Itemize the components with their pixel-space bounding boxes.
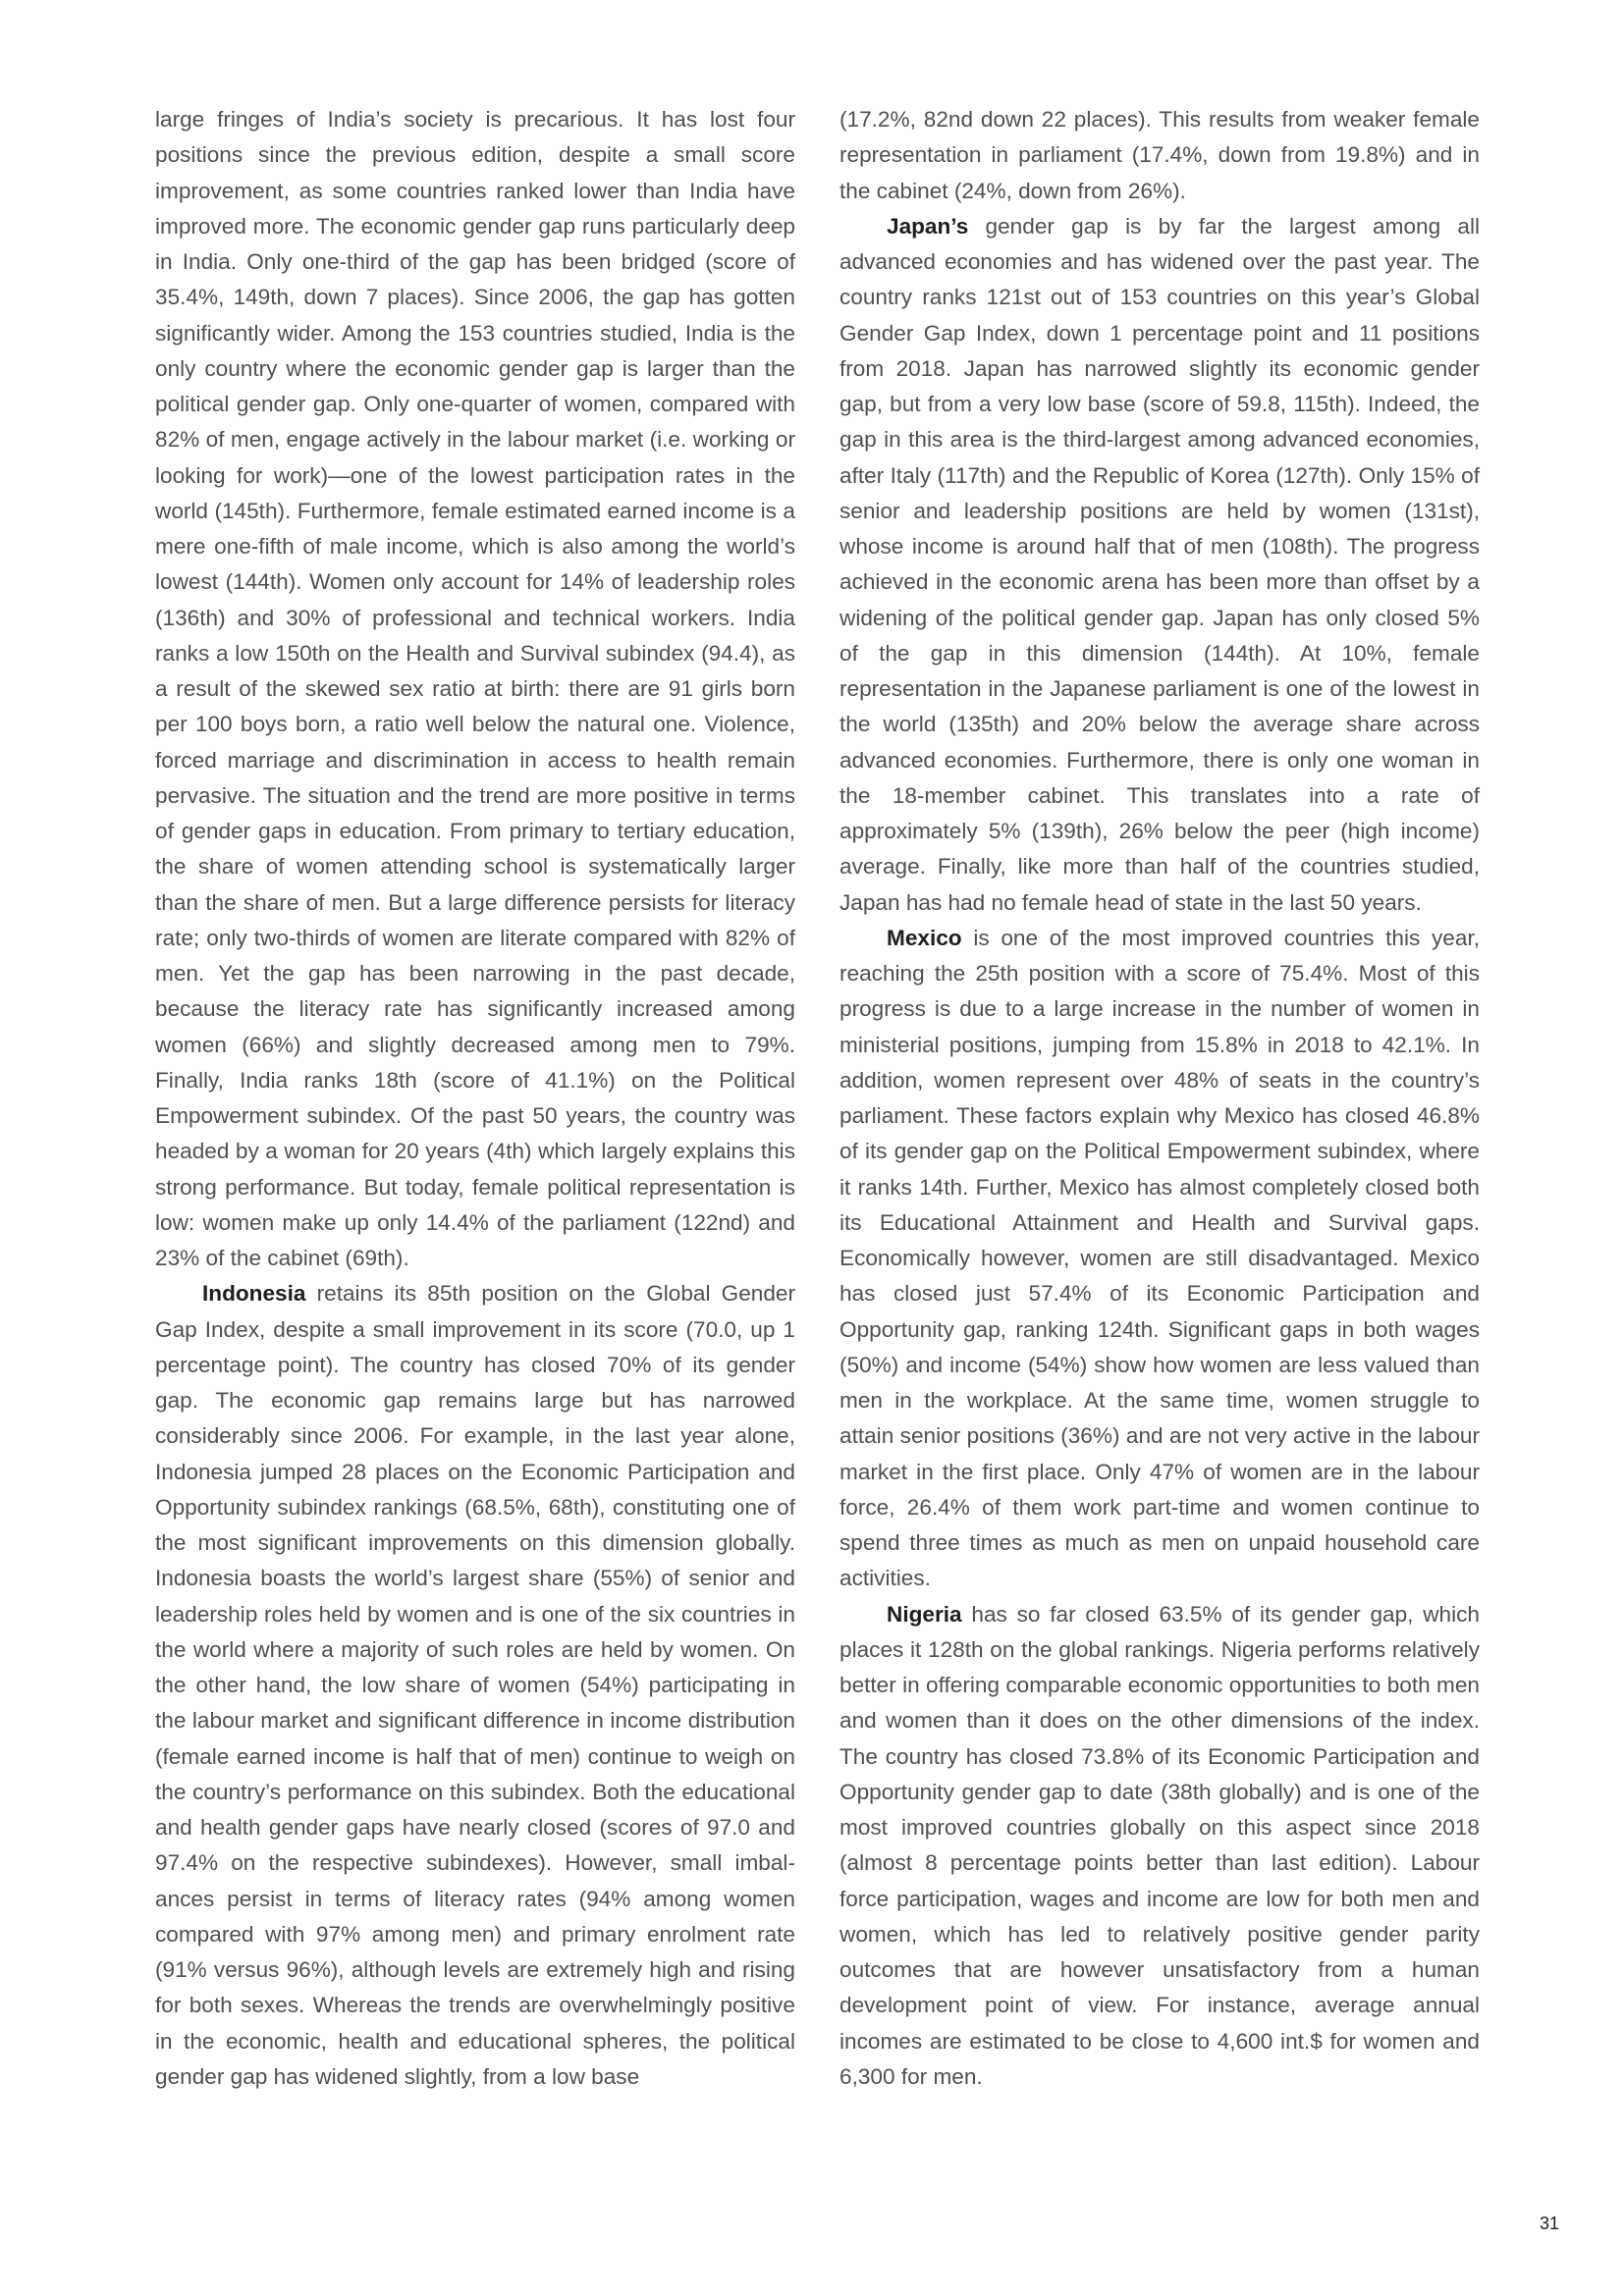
mexico-heading: Mexico <box>887 925 962 950</box>
mexico-paragraph <box>839 921 1480 1597</box>
nigeria-paragraph <box>839 1597 1480 2096</box>
indonesia-heading: Indonesia <box>202 1281 306 1307</box>
mexico-text: is one of the most improved countries this year, reaching the 25th position with a score of 75.4%. Most of this progress is due to a large increase in the number of women in ministerial positions, jumping from 15.8% in 2018 to 42.1%. In addition, women represent over 48% of seats in the country’s parliament. These factors explain why Mexico has closed 46.8% of its gender gap on the Political Empowerment subindex, where it ranks 14th. Further, Mexico has almost completely closed both its Educational Attainment and Health and Survival gaps. Economically however, women are still disadvantaged. Mexico has closed just 57.4% of its Economic Participation and Opportunity gap, ranking 124th. Significant gaps in both wages (50%) and income (54%) show how women are less valued than men in the workplace. At the same time, women struggle to attain senior positions (36%) and are not very active in the labour market in the first place. Only 47% of women are in the labour force, 26.4% of them work part-time and women continue to spend three times as much as men on unpaid household care activities. <box>839 925 1480 1591</box>
indonesia-continuation-text: (17.2%, 82nd down 22 places). This results from weaker female representation in parliament (17.4%, down from 19.8%) and in the cabinet (24%, down from 26%). <box>839 107 1480 203</box>
right-column <box>839 102 1480 2095</box>
japan-heading: Japan’s <box>887 213 969 239</box>
japan-text: gender gap is by far the largest among all advanced economies and has widened over the past year. The country ranks 121st out of 153 countries on this year’s Global Gender Gap Index, down 1 percentage point and 11 positions from 2018. Japan has narrowed slightly its economic gender gap, but from a very low base (score of 59.8, 115th). Indeed, the gap in this area is the third-largest among advanced economies, after Italy (117th) and the Republic of Korea (127th). Only 15% of senior and leadership positions are held by women (131st), whose income is around half that of men (108th). The progress achieved in the economic arena has been more than offset by a widening of the political gender gap. Japan has only closed 5% of the gap in this dimension (144th). At 10%, female representation in the Japanese parliament is one of the lowest in the world (135th) and 20% below the average share across advanced economies. Furthermore, there is only one woman in the 18-member cabinet. This translates into a rate of approximately 5% (139th), 26% below the peer (high income) average. Finally, like more than half of the countries studied, Japan has had no female head of state in the last 50 years. <box>839 213 1480 915</box>
japan-paragraph <box>839 209 1480 921</box>
india-paragraph <box>155 102 795 1276</box>
indonesia-paragraph <box>155 1276 795 2095</box>
indonesia-continuation-paragraph <box>839 102 1480 209</box>
left-column <box>155 102 795 2095</box>
indonesia-text: retains its 85th position on the Global Gender Gap Index, despite a small improvement in its score (70.0, up 1 percentage point). The country has closed 70% of its gender gap. The economic gap remains large but has narrowed considerably since 2006. For example, in the last year alone, Indonesia jumped 28 places on the Economic Participation and Opportunity subindex rankings (68.5%, 68th), constituting one of the most significant improvements on this dimension globally. Indonesia boasts the world’s largest share (55%) of senior and leadership roles held by women and is one of the six countries in the world where a majority of such roles are held by women. On the other hand, the low share of women (54%) participating in the labour market and significant difference in income distribution (female earned income is half that of men) continue to weigh on the country’s performance on this subindex. Both the educational and health gender gaps have nearly closed (scores of 97.0 and 97.4% on the respective subindexes). However, small imbalances persist in terms of literacy rates (94% among women compared with 97% among men) and primary enrolment rate (91% versus 96%), although levels are extremely high and rising for both sexes. Whereas the trends are overwhelmingly positive in the economic, health and educational spheres, the political gender gap has widened slightly, from a low base <box>155 1281 795 2089</box>
nigeria-text: has so far closed 63.5% of its gender gap, which places it 128th on the global rankings. Nigeria performs relatively better in offering comparable economic opportunities to both men and women than it does on the other dimensions of the index. The country has closed 73.8% of its Economic Participation and Opportunity gender gap to date (38th globally) and is one of the most improved countries globally on this aspect since 2018 (almost 8 percentage points better than last edition). Labour force participation, wages and income are low for both men and women, which has led to relatively positive gender parity outcomes that are however unsatisfactory from a human development point of view. For instance, average annual incomes are estimated to be close to 4,600 int.$ for women and 6,300 for men. <box>839 1601 1480 2089</box>
nigeria-heading: Nigeria <box>887 1601 962 1627</box>
india-text: large fringes of India’s society is precarious. It has lost four positions since the previous edition, despite a small score improvement, as some countries ranked lower than India have improved more. The economic gender gap runs particularly deep in India. Only one-third of the gap has been bridged (score of 35.4%, 149th, down 7 places). Since 2006, the gap has gotten significantly wider. Among the 153 countries studied, India is the only country where the economic gender gap is larger than the political gender gap. Only one-quarter of women, compared with 82% of men, engage actively in the labour market (i.e. working or looking for work)—one of the lowest participation rates in the world (145th). Furthermore, female estimated earned income is a mere one-fifth of male income, which is also among the world’s lowest (144th). Women only account for 14% of leadership roles (136th) and 30% of professional and technical workers. India ranks a low 150th on the Health and Survival subindex (94.4), as a result of the skewed sex ratio at birth: there are 91 girls born per 100 boys born, a ratio well below the natural one. Violence, forced marriage and discrimination in access to health remain pervasive. The situation and the trend are more positive in terms of gender gaps in education. From primary to tertiary education, the share of women attending school is systematically larger than the share of men. But a large difference persists for literacy rate; only two-thirds of women are literate compared with 82% of men. Yet the gap has been narrowing in the past decade, because the literacy rate has significantly increased among women (66%) and slightly decreased among men to 79%. Finally, India ranks 18th (score of 41.1%) on the Political Empowerment subindex. Of the past 50 years, the country was headed by a woman for 20 years (4th) which largely explains this strong performance. But today, female political representation is low: women make up only 14.4% of the parliament (122nd) and 23% of the cabinet (69th). <box>155 107 795 1270</box>
page-number: 31 <box>1539 2214 1559 2233</box>
